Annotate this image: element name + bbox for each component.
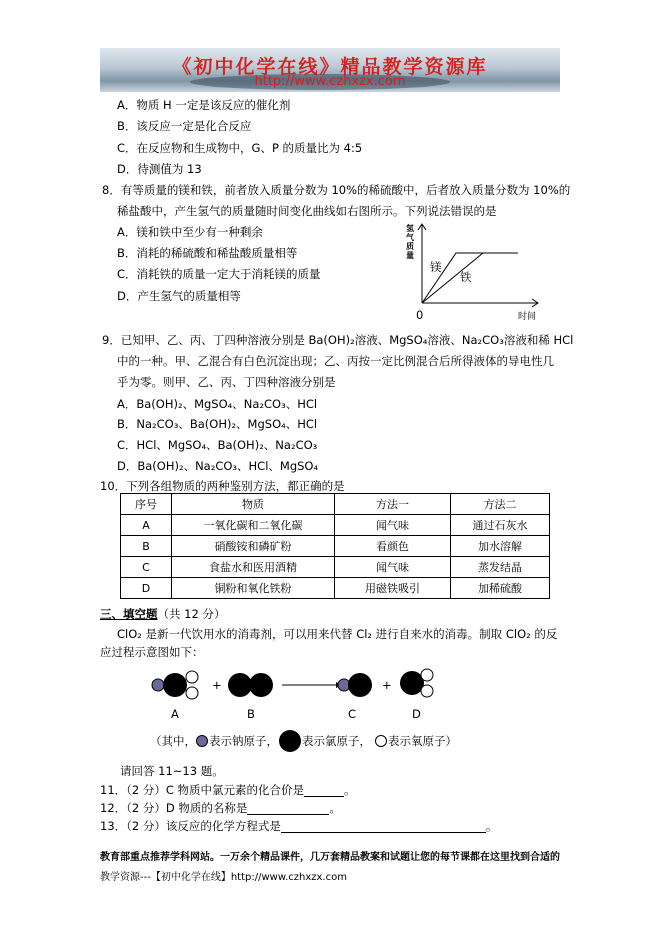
section3-intro-1: ClO₂ 是新一代饮用水的消毒剂，可以用来代替 Cl₂ 进行自来水的消毒。制取 ClO₂ 的反 [117,627,558,641]
table-cell: 通过石灰水 [451,515,550,536]
banner-title: 《初中化学在线》精品教学资源库 [172,56,488,78]
q12-end: 。 [329,801,341,815]
q8-stem-1: 8．有等质量的镁和铁，前者放入质量分数为 10%的稀硫酸中，后者放入质量分数为 10%的 [102,183,571,197]
table-cell: 闻气味 [335,515,451,536]
q7-option-a: A．物质 H 一定是该反应的催化剂 [117,98,291,112]
table-cell: D [121,578,172,599]
atom-legend [150,730,457,752]
q10-stem: 10．下列各组物质的两种鉴别方法，都正确的是 [100,479,345,493]
section3-score: （共 12 分） [157,607,226,621]
q7-option-b: B．该反应一定是化合反应 [117,119,252,133]
chlorine-atom-icon [279,730,301,752]
table-row [121,578,550,599]
q7-option-c: C．在反应物和生成物中，G、P 的质量比为 4:5 [117,141,363,155]
reaction-arrow [282,682,342,688]
graph-y-label: 氢气质量 [406,224,414,260]
header-cell: 方法一 [335,494,451,515]
q9-option-d: D．Ba(OH)₂、Na₂CO₃、HCl、MgSO₄ [117,459,319,473]
q11-end: 。 [344,783,356,797]
q13-end: 。 [485,819,498,833]
q13-answer-blank[interactable] [281,820,486,833]
banner-url[interactable]: http://www.czhxzx.com [254,74,406,89]
q11-answer-blank[interactable] [304,784,344,797]
sodium-atom-icon [196,735,208,747]
table-cell: 蒸发结晶 [451,557,550,578]
section3-intro-2: 应过程示意图如下： [100,645,204,659]
q9-option-c: C．HCl、MgSO₄、Ba(OH)₂、Na₂CO₃ [117,438,318,452]
q8-option-c: C．消耗铁的质量一定大于消耗镁的质量 [117,267,321,281]
header-cell: 物质 [172,494,335,515]
label-b: B [247,707,255,721]
q13-text: 13．（2 分）该反应的化学方程式是 [100,819,281,833]
q10-table [120,493,550,599]
molecule-c [338,673,372,697]
table-cell: 硝酸铵和磷矿粉 [172,536,335,557]
label-d: D [412,707,421,721]
graph-x-label: 时间 [518,312,537,322]
q9-option-a: A．Ba(OH)₂、MgSO₄、Na₂CO₃、HCl [117,397,318,411]
table-cell: 看颜色 [335,536,451,557]
section3-title: 三、填空题 [100,607,158,621]
label-a: A [171,707,179,721]
label-c: C [348,707,357,721]
q12-text: 12．（2 分）D 物质的名称是 [100,801,248,815]
footer-line-1: 教育部重点推荐学科网站。一万余个精品课件，几万套精品教案和试题让您的每节课都在这里找到合适的 [100,852,560,863]
table-cell: C [121,557,172,578]
table-cell: 加稀硫酸 [451,578,550,599]
q12-answer-blank[interactable] [247,802,329,815]
q8-graph [400,220,545,325]
table-cell: 一氧化碳和二氧化碳 [172,515,335,536]
section3-heading [100,607,225,621]
answer-prompt: 请回答 11~13 题。 [120,764,224,778]
table-header-row [121,494,550,515]
table-row [121,557,550,578]
reaction-diagram [140,665,460,710]
table-cell: 食盐水和医用酒精 [172,557,335,578]
table-cell: B [121,536,172,557]
q9-option-b: B．Na₂CO₃、Ba(OH)₂、MgSO₄、HCl [117,417,318,431]
q7-option-d: D．待测值为 13 [117,162,202,176]
q12 [100,801,341,815]
q8-stem-2: 稀盐酸中，产生氢气的质量随时间变化曲线如右图所示。下列说法错误的是 [117,204,497,218]
q8-option-b: B．消耗的稀硫酸和稀盐酸质量相等 [117,246,298,260]
molecule-a [152,671,198,699]
header-banner [100,48,560,92]
molecule-b [228,673,273,697]
header-cell: 方法二 [451,494,550,515]
oxygen-atom-icon [375,735,387,747]
legend-oxygen: 表示氧原子） [388,734,457,748]
table-cell: 加水溶解 [451,536,550,557]
footer-line-2: 教学资源---【初中化学在线】http://www.czhxzx.com [100,872,347,883]
table-cell: 铜粉和氧化铁粉 [172,578,335,599]
plus-sign: + [212,678,222,692]
legend-sodium: 表示钠原子， [209,734,278,748]
header-cell: 序号 [121,494,172,515]
q9-stem-2: 中的一种。甲、乙混合有白色沉淀出现；乙、丙按一定比例混合后所得液体的导电性几 [117,354,554,368]
table-cell: 闻气味 [335,557,451,578]
q9-stem-3: 乎为零。则甲、乙、丙、丁四种溶液分别是 [117,375,336,389]
graph-mg-label: 镁 [430,260,442,274]
legend-chlorine: 表示氯原子， [302,734,371,748]
molecule-d [400,669,433,697]
q13 [100,819,497,833]
graph-origin: 0 [416,308,424,322]
q11 [100,783,356,797]
table-row [121,536,550,557]
q9-stem-1: 9．已知甲、乙、丙、丁四种溶液分别是 Ba(OH)₂溶液、MgSO₄溶液、Na₂CO₃溶液和稀 HCl [102,333,574,347]
q8-option-d: D．产生氢气的质量相等 [117,289,241,303]
legend-open: （其中， [150,734,196,748]
graph-fe-label: 铁 [460,270,472,284]
table-cell: A [121,515,172,536]
q8-option-a: A．镁和铁中至少有一种剩余 [117,225,263,239]
plus-sign: + [382,678,392,692]
table-cell: 用磁铁吸引 [335,578,451,599]
q11-text: 11．（2 分）C 物质中氯元素的化合价是 [100,783,305,797]
table-row [121,515,550,536]
